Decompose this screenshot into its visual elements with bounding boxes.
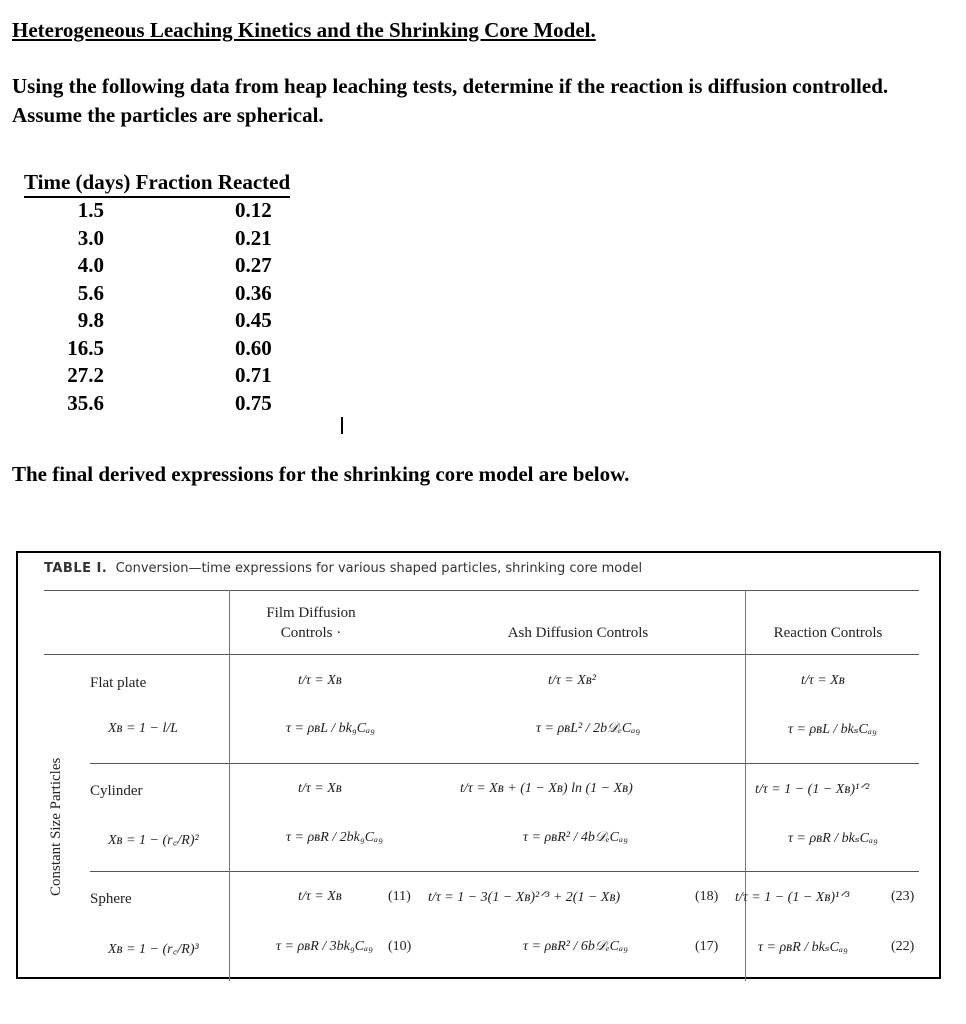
equation-number-23: (23) [891, 889, 915, 904]
flat-definition: Xʙ = 1 − l/L [108, 721, 179, 736]
header-film [256, 603, 366, 643]
problem-statement: Using the following data from heap leaching tests, determine if the reaction is diffusion controlled. Assume the particles are spherical. [12, 74, 889, 127]
header-film-line2: Controls · [280, 625, 342, 641]
row-label-cylinder: Cylinder [90, 783, 143, 799]
flat-film-conversion: t/τ = Xʙ [298, 673, 342, 688]
data-table-row [24, 253, 290, 281]
cylinder-film-tau: τ = ρʙR / 2bk₉Cₐ₉ [286, 830, 384, 845]
header-reaction: Reaction Controls [773, 625, 883, 641]
time-value: 27.2 [67, 363, 104, 387]
rule-col1 [229, 590, 230, 981]
cylinder-ash-conversion: t/τ = Xʙ + (1 − Xʙ) ln (1 − Xʙ) [460, 781, 633, 796]
sphere-film-tau: τ = ρʙR / 3bk₉Cₐ₉ [276, 939, 374, 954]
flat-ash-conversion: t/τ = Xʙ² [548, 673, 597, 688]
time-value: 1.5 [77, 198, 104, 222]
rule-col3 [745, 590, 746, 981]
sphere-reaction-tau: τ = ρʙR / bkₛCₐ₉ [758, 940, 848, 955]
time-value: 4.0 [77, 253, 104, 277]
cylinder-definition: Xʙ = 1 − (r꜀/R)² [108, 833, 199, 848]
header-ash: Ash Diffusion Controls [507, 625, 649, 641]
fraction-value: 0.45 [235, 308, 272, 332]
final-text: The final derived expressions for the shrinking core model are below. [12, 462, 630, 486]
fraction-value: 0.27 [235, 253, 272, 277]
fraction-value: 0.21 [235, 225, 272, 250]
flat-ash-tau: τ = ρʙL² / 2b𝒟ₑCₐ₉ [536, 721, 641, 736]
shrinking-core-table [16, 551, 941, 979]
time-value: 35.6 [67, 390, 104, 415]
rule-cyl [90, 871, 919, 872]
sphere-ash-tau: τ = ρʙR² / 6b𝒟ₑCₐ₉ [523, 939, 628, 954]
equation-number-11: (11) [388, 889, 411, 904]
data-table [24, 170, 290, 418]
text-cursor [341, 417, 343, 434]
fraction-value: 0.60 [235, 335, 272, 360]
table-caption-text: Conversion—time expressions for various shaped particles, shrinking core model [115, 561, 643, 576]
equation-number-17: (17) [695, 939, 719, 954]
row-label-sphere: Sphere [90, 891, 132, 907]
time-value: 16.5 [67, 335, 104, 360]
table-caption [44, 561, 642, 576]
table-caption-label: TABLE I. [44, 561, 108, 576]
fraction-value: 0.12 [235, 198, 272, 222]
side-label: Constant Size Particles [48, 757, 64, 896]
flat-film-tau: τ = ρʙL / bk₉Cₐ₉ [286, 721, 375, 736]
header-film-line1: Film Diffusion [266, 605, 356, 621]
data-table-header: Time (days) Fraction Reacted [24, 170, 290, 198]
sphere-definition: Xʙ = 1 − (r꜀/R)³ [108, 942, 199, 957]
cylinder-ash-tau: τ = ρʙR² / 4b𝒟ₑCₐ₉ [523, 830, 628, 845]
cylinder-film-conversion: t/τ = Xʙ [298, 781, 342, 796]
time-value: 3.0 [77, 225, 104, 250]
rule-top [44, 590, 919, 591]
fraction-value: 0.71 [235, 363, 272, 387]
rule-flat [90, 763, 919, 764]
cylinder-reaction-tau: τ = ρʙR / bkₛCₐ₉ [788, 831, 878, 846]
sphere-film-conversion: t/τ = Xʙ [298, 889, 342, 904]
equation-number-10: (10) [388, 939, 412, 954]
data-table-row [24, 226, 290, 254]
data-table-row [24, 363, 290, 391]
time-value: 5.6 [77, 280, 104, 305]
data-table-row [24, 308, 290, 336]
data-table-row [24, 281, 290, 309]
data-table-row [24, 391, 290, 419]
fraction-value: 0.75 [235, 390, 272, 415]
flat-reaction-conversion: t/τ = Xʙ [801, 673, 845, 688]
data-table-row [24, 198, 290, 226]
flat-reaction-tau: τ = ρʙL / bkₛCₐ₉ [788, 722, 877, 737]
equation-number-22: (22) [891, 939, 915, 954]
data-table-body [24, 198, 290, 418]
time-value: 9.8 [77, 308, 104, 332]
fraction-value: 0.36 [235, 280, 272, 305]
data-table-row [24, 336, 290, 364]
cylinder-reaction-conversion: t/τ = 1 − (1 − Xʙ)¹ᐟ² [755, 782, 870, 797]
sphere-reaction-conversion: t/τ = 1 − (1 − Xʙ)¹ᐟ³ [735, 890, 850, 905]
page-title: Heterogeneous Leaching Kinetics and the Shrinking Core Model. [12, 18, 596, 42]
row-label-flat: Flat plate [90, 675, 147, 691]
sphere-ash-conversion: t/τ = 1 − 3(1 − Xʙ)²ᐟ³ + 2(1 − Xʙ) [428, 890, 621, 905]
equation-number-18: (18) [695, 889, 719, 904]
rule-header [44, 654, 919, 655]
